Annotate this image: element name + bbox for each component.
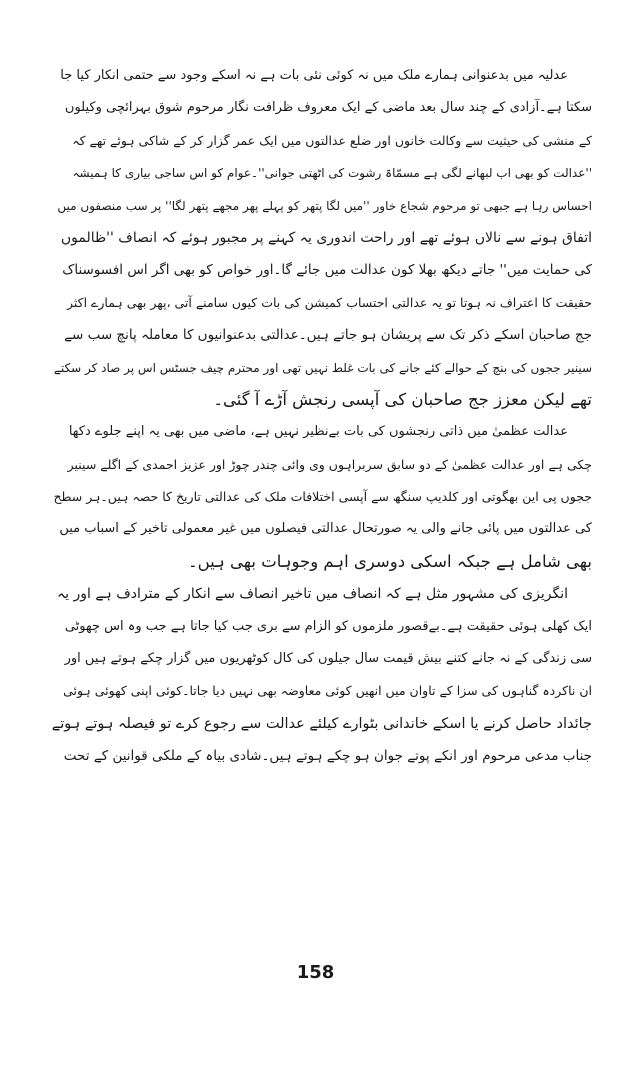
text-line: چکی ہے اور عدالت عظمیٰ کے دو سابق سربراہوں وی وائی چندر چوڑ اور عزیز احمدی کے اگلے سینیر [67,456,592,472]
text-line: عدالت عظمیٰ میں ذاتی رنجشوں کی بات بےنظیر نہیں ہے، ماضی میں بھی یہ اپنے جلوے دکھا [68,424,568,440]
text-line: جائداد حاصل کرنے یا اسکے خاندانی بٹوارے کیلئے عدالت سے رجوع کرے تو فیصلہ ہوتے ہوتے [52,715,592,732]
text-line: سکتا ہے۔آزادی کے چند سال بعد ماضی کے ایک معروف ظرافت نگار مرحوم شوق بہرائچی وکیلوں [64,100,592,116]
paragraph-1 [52,60,592,416]
text-line: بھی شامل ہے جبکہ اسکی دوسری اہم وجوہات بھی ہیں۔ [187,551,592,571]
text-line: ججوں پی این بھگوتی اور کلدیپ سنگھ سے آپسی اختلافات ملک کی عدالتی تاریخ کا حصہ ہیں۔ہر سطح [53,489,592,505]
text-line: احساس رہا ہے جبھی تو مرحوم شجاع خاور ''میں لگا پتھر کو پہلے پھر مجھے پتھر لگا'' پر سب منصفوں میں [57,198,592,213]
text-line: ایک کھلی ہوئی حقیقت ہے۔بےقصور ملزموں کو الزام سے بری جب کیا جاتا ہے جب وہ اس چھوٹی [64,618,592,634]
text-line: کی حمایت میں'' جاتے دیکھ بھلا کون عدالت میں جائے گا۔اور خواص کو بھی اگر اس افسوسناک [62,262,592,279]
text-line: جج صاحبان اسکے ذکر تک سے پریشان ہو جاتے ہیں۔عدالتی بدعنوانیوں کا معاملہ پانچ سب سے [64,327,592,344]
text-line: کے منشی کی حیثیت سے وکالت خانوں اور ضلع عدالتوں میں ایک عمر گزار کر کے شاکی ہوئے تھے کہ [72,132,592,148]
text-line: اتفاق ہونے سے نالاں ہوئے تھے اور راحت اندوری یہ کہنے پر مجبور ہوئے کہ انصاف ''ظالموں [60,229,592,246]
body-text [52,60,592,773]
text-line: تھے لیکن معزز جج صاحبان کی آپسی رنجش آڑے آ گئی۔ [213,389,592,409]
text-line: سینیر ججوں کی بنچ کے حوالے کئے جانے کی بات غلط نہیں تھی اور محترم چیف جسٹس اس پر صاد کر سکتے [53,360,592,375]
paragraph-3 [52,578,592,772]
text-line: کی عدالتوں میں پائی جانے والی یہ صورتحال عدالتی فیصلوں میں غیر معمولی تاخیر کے اسباب میں [59,521,592,537]
text-line: حقیقت کا اعتراف نہ ہوتا تو یہ عدالتی احتساب کمیشن کی بات کیوں سامنے آتی ،پھر بھی ہمارے اکثر [66,294,592,310]
text-line: عدلیہ میں بدعنوانی ہمارے ملک میں نہ کوئی نئی بات ہے نہ اسکے وجود سے حتمی انکار کیا جا [60,68,568,83]
text-line: سی زندگی کے نہ جانے کتنے بیش قیمت سال جیلوں کی کال کوٹھریوں میں گزار چکے ہوتے ہیں اور [64,651,592,667]
text-line: جناب مدعی مرحوم اور انکے پوتے جوان ہو چکے ہوتے ہیں۔شادی بیاہ کے ملکی قوانین کے تحت [63,748,592,765]
page-number: 158 [296,962,335,983]
text-line: انگریزی کی مشہور مثل ہے کہ انصاف میں تاخیر انصاف سے انکار کے مترادف ہے اور یہ [56,586,568,603]
text-line: ان ناکردہ گناہوں کی سزا کے تاوان میں انھیں کوئی معاوضہ بھی نہیں دیا جاتا۔کوئی اپنی کھوئی ہوئی [63,683,592,699]
paragraph-2 [52,416,592,578]
text-line: ''عدالت کو بھی اب لبھانے لگی ہے مسمّاۃ رشوت کی اٹھتی جوانی''۔عوام کو اس ساجی بیاری کا ہمیشہ [72,166,592,181]
